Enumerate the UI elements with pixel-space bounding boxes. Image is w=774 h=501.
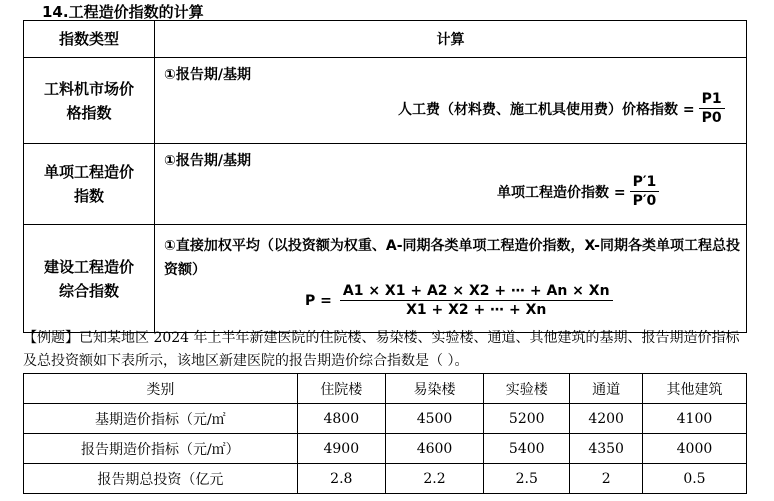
numerator: P1 [699,91,725,109]
formula [305,283,613,318]
example-question: 【例题】已知某地区 2024 年上半年新建医院的住院楼、易染楼、实验楼、通道、其他建筑的基期、报告期造价指标及总投资额如下表所示，该地区新建医院的报告期造价综合指数是（ ）。 [23,330,740,369]
table-cell: 报告期造价指标（元/㎡） [24,434,298,464]
index-type-line: 指数 [73,187,104,205]
table-cell: 2 [570,464,643,494]
numerator: A1 × X1 + A2 × X2 + ⋯ + An × Xn [340,283,613,301]
table-cell: 0.5 [642,464,746,494]
formula-lhs: 单项工程造价指数 = [497,184,626,201]
index-type-line: 单项工程造价 [43,163,134,181]
table-cell: 4500 [385,404,483,434]
column-header: 其他建筑 [642,374,746,404]
fraction [630,174,660,209]
column-header: 类别 [24,374,298,404]
index-type-line: 建设工程造价 [43,257,134,276]
table-cell: 4800 [297,404,385,434]
formula [497,174,659,209]
column-header: 易染楼 [385,374,483,404]
table-cell: 4200 [570,404,643,434]
numerator: P′1 [630,174,660,192]
table-cell: 5200 [484,404,570,434]
index-type-line: 格指数 [66,103,112,122]
index-type-cell [24,58,155,144]
index-type-cell [24,144,155,225]
table-row [24,464,747,494]
fraction [340,283,613,318]
header-calculation: 计算 [155,21,747,58]
calculation-step: ①直接加权平均（以投资额为权重、A-同期各类单项工程造价指数，X-同期各类单项工程总投资额） [164,238,740,278]
table-cell: 5400 [484,434,570,464]
table-row [24,404,747,434]
formula-lhs: 人工费（材料费、施工机具使用费）价格指数 = [398,101,695,118]
formula-table [23,20,747,333]
calculation-cell [155,225,747,333]
index-type-line: 综合指数 [58,281,119,300]
calculation-step: ①报告期/基期 [164,67,251,83]
table-cell: 4900 [297,434,385,464]
table-cell: 2.8 [297,464,385,494]
data-table-header [24,374,747,404]
data-table [23,373,747,494]
column-header: 住院楼 [297,374,385,404]
fraction [699,91,725,126]
denominator: P0 [701,110,722,126]
denominator: X1 + X2 + ⋯ + Xn [406,302,547,318]
formula-table-header [24,21,747,58]
table-cell: 报告期总投资（亿元 [24,464,298,494]
calculation-cell [155,58,747,144]
formula-lhs: P = [305,292,332,309]
table-cell: 2.2 [385,464,483,494]
table-row [24,225,747,333]
calculation-cell [155,144,747,225]
section-title: 14.工程造价指数的计算 [42,3,204,21]
calculation-step: ①报告期/基期 [164,153,251,169]
column-header: 通道 [570,374,643,404]
table-cell: 4100 [642,404,746,434]
table-row [24,58,747,144]
index-type-line: 工料机市场价 [43,79,134,98]
table-row [24,434,747,464]
table-cell: 基期造价指标（元/㎡ [24,404,298,434]
index-type-cell [24,225,155,333]
denominator: P′0 [632,193,657,209]
table-cell: 2.5 [484,464,570,494]
table-cell: 4600 [385,434,483,464]
table-cell: 4350 [570,434,643,464]
formula [398,91,725,126]
table-cell: 4000 [642,434,746,464]
header-index-type: 指数类型 [24,21,155,58]
column-header: 实验楼 [484,374,570,404]
table-row [24,144,747,225]
